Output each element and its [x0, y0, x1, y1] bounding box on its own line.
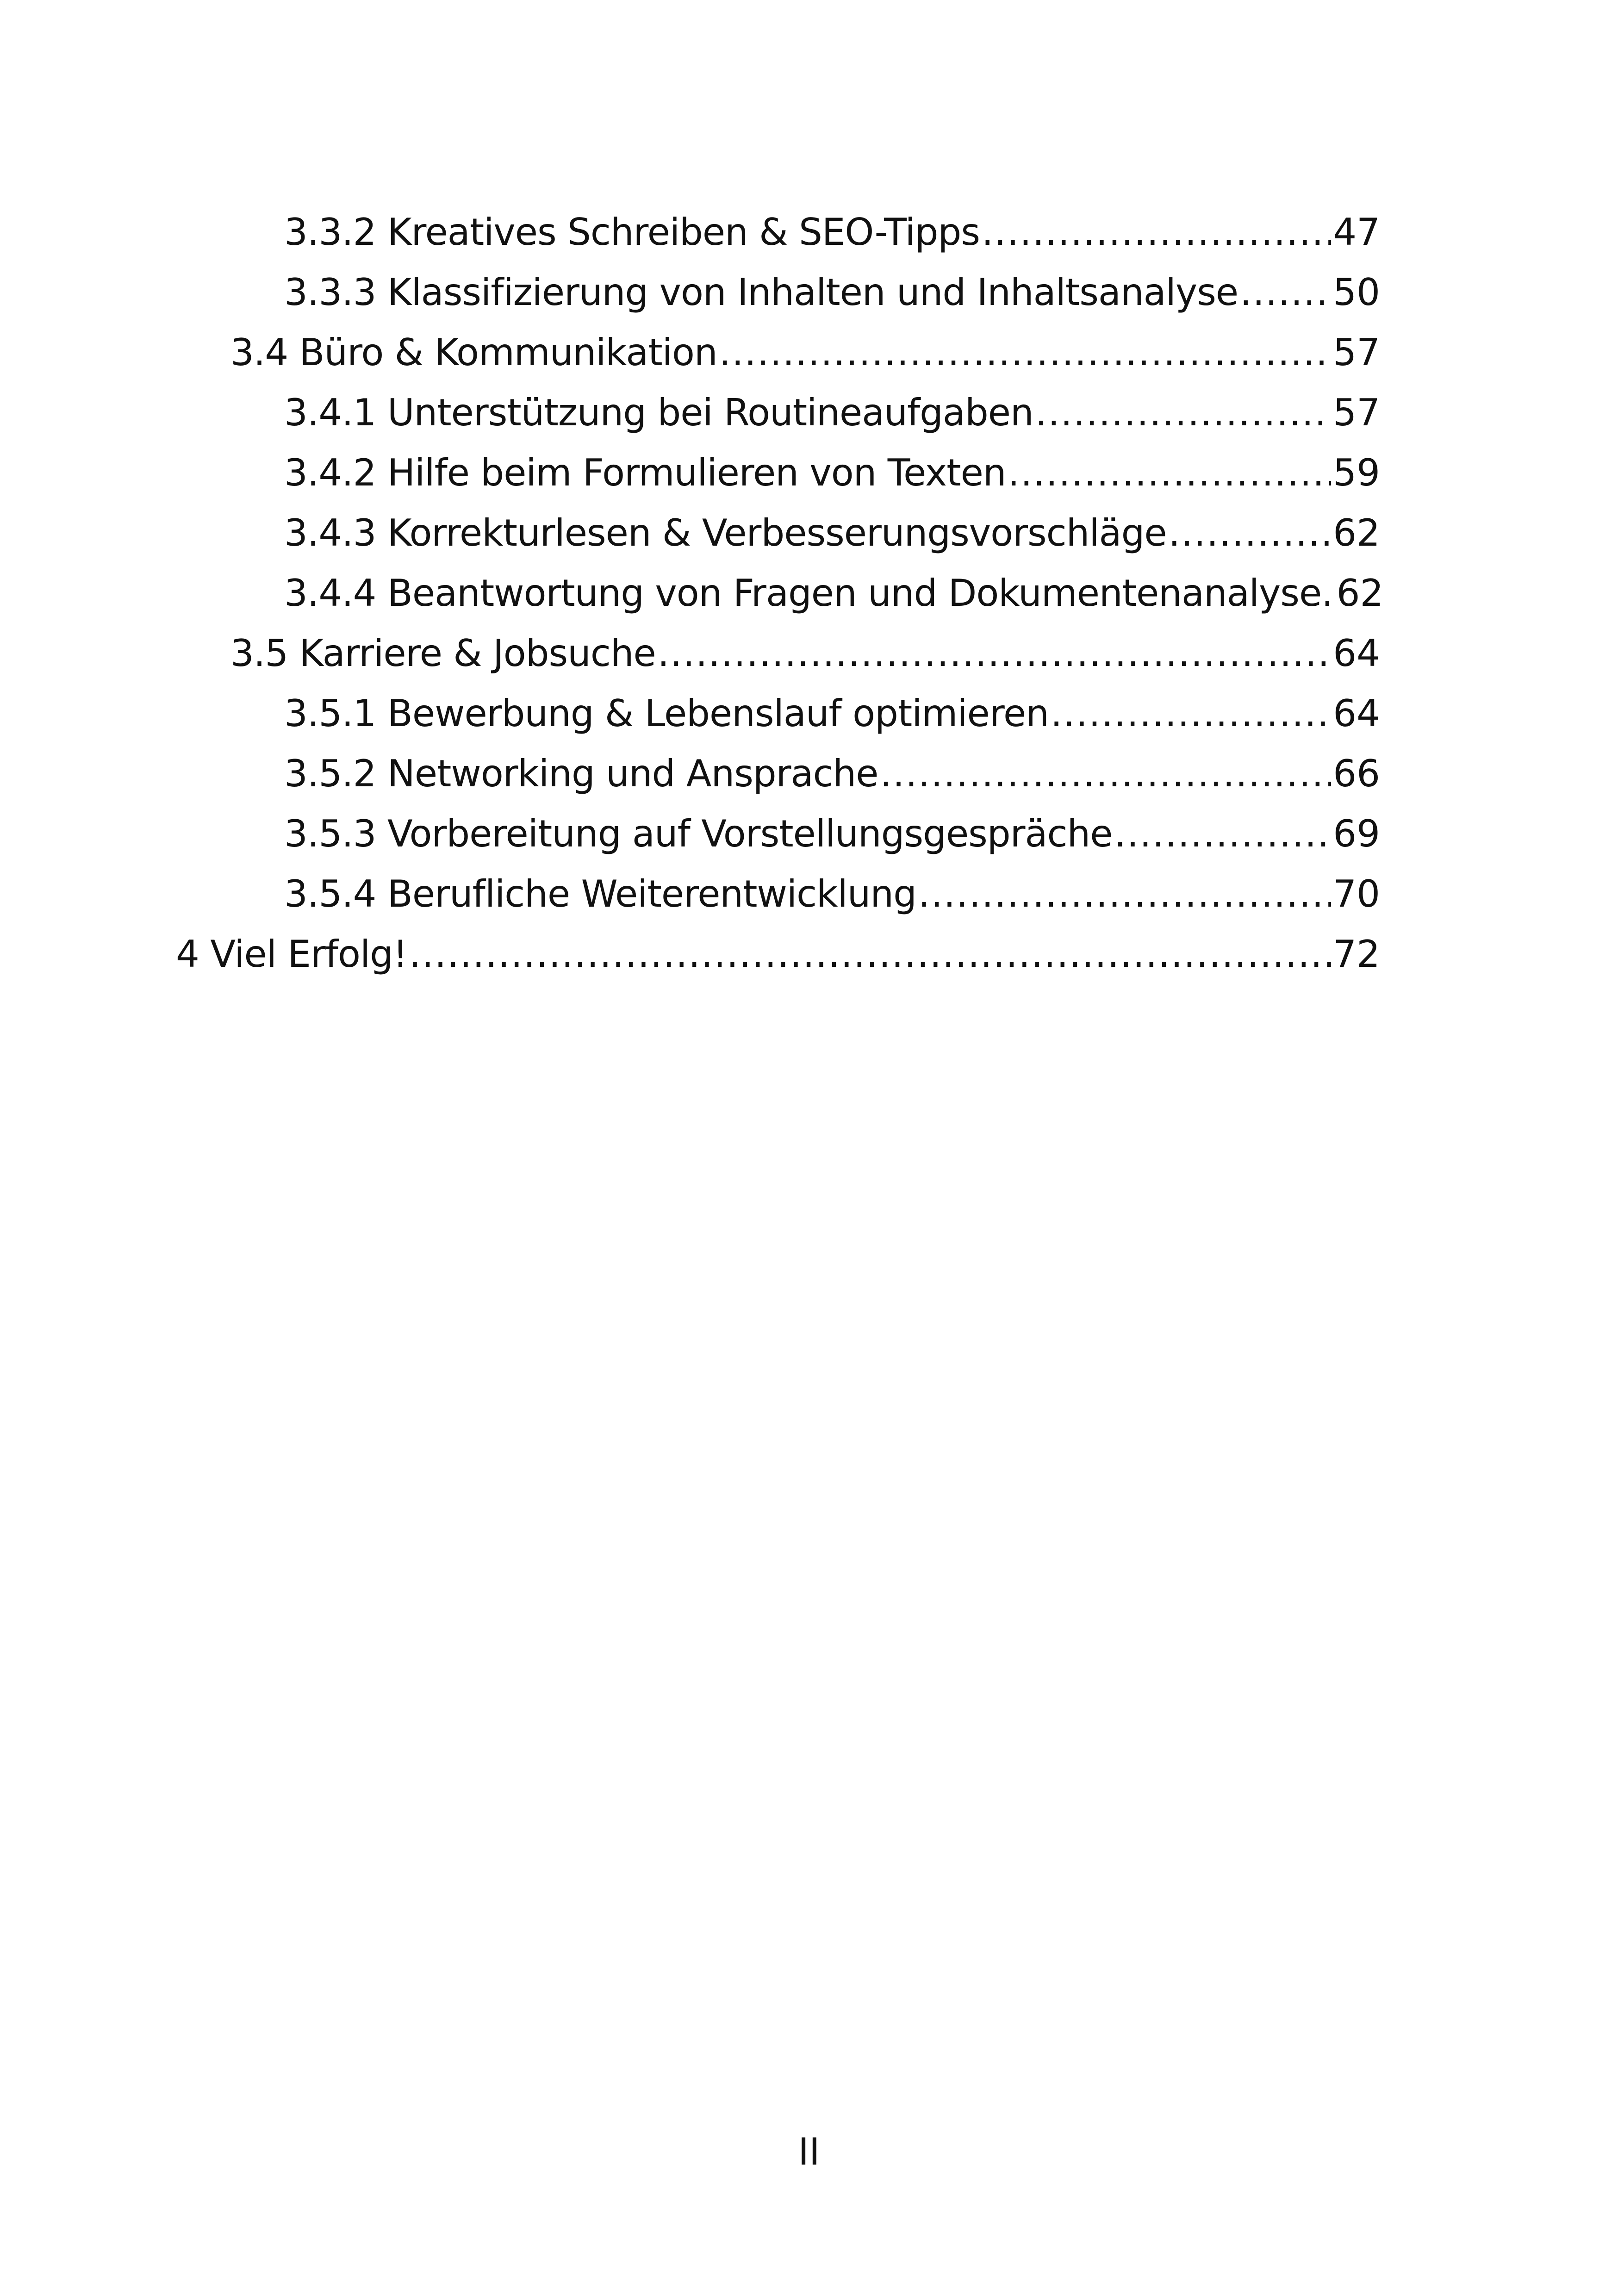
toc-dot-leader — [1008, 450, 1332, 496]
toc-entry-3-4-2[interactable] — [0, 450, 1618, 510]
toc-entry-3-5-3[interactable] — [0, 811, 1618, 871]
toc-dot-leader — [880, 751, 1331, 797]
toc-entry-3-5-1[interactable] — [0, 691, 1618, 751]
toc-entry-title: 3.4.1 Unterstützung bei Routineaufgaben — [284, 391, 1033, 434]
toc-entry-page: 66 — [1333, 752, 1380, 795]
toc-entry-3-3-3[interactable] — [0, 269, 1618, 330]
toc-dot-leader — [1035, 390, 1332, 436]
toc-dot-leader — [1114, 811, 1331, 857]
toc-entry-3-5-4[interactable] — [0, 871, 1618, 931]
toc-entry-3-4-4[interactable] — [0, 570, 1618, 630]
toc-entry-title: 3.4.4 Beantwortung von Fragen und Dokumentenanalyse. — [284, 572, 1333, 615]
toc-dot-leader — [982, 209, 1331, 255]
toc-entry-page: 64 — [1333, 692, 1380, 735]
toc-entry-title: 3.5.1 Bewerbung & Lebenslauf optimieren — [284, 692, 1049, 735]
toc-dot-leader — [719, 330, 1332, 376]
toc-entry-title: 3.4 Büro & Kommunikation — [230, 331, 717, 374]
toc-dot-leader — [918, 871, 1331, 917]
toc-entry-3-3-2[interactable] — [0, 209, 1618, 269]
page-number: II — [798, 2130, 820, 2173]
toc-entry-page: 69 — [1333, 812, 1380, 855]
toc-entry-title: 3.3.3 Klassifizierung von Inhalten und Inhaltsanalyse — [284, 271, 1238, 314]
toc-entry-title: 3.5.2 Networking und Ansprache — [284, 752, 878, 795]
toc-entry-title: 3.4.3 Korrekturlesen & Verbesserungsvorschläge — [284, 511, 1167, 554]
toc-entry-page: 62 — [1336, 572, 1384, 615]
toc-entry-title: 3.5.4 Berufliche Weiterentwicklung — [284, 872, 916, 915]
toc-dot-leader — [1051, 691, 1331, 737]
toc-entry-page: 70 — [1333, 872, 1380, 915]
toc-entry-page: 47 — [1333, 211, 1380, 254]
toc-entry-4[interactable] — [0, 931, 1618, 991]
toc-dot-leader — [1240, 269, 1331, 316]
toc-entry-title: 4 Viel Erfolg! — [176, 933, 408, 976]
toc-entry-page: 64 — [1333, 632, 1380, 675]
toc-dot-leader — [658, 630, 1331, 677]
toc-entry-title: 3.5.3 Vorbereitung auf Vorstellungsgespräche — [284, 812, 1113, 855]
toc-entry-title: 3.3.2 Kreatives Schreiben & SEO-Tipps — [284, 211, 980, 254]
toc-entry-page: 72 — [1333, 933, 1380, 976]
toc-entry-title: 3.4.2 Hilfe beim Formulieren von Texten — [284, 451, 1006, 494]
toc-entry-3-4-1[interactable] — [0, 390, 1618, 450]
toc-entry-page: 62 — [1333, 511, 1380, 554]
toc-entry-page: 57 — [1333, 391, 1380, 434]
toc-dot-leader — [409, 931, 1331, 977]
toc-entry-3-5-2[interactable] — [0, 751, 1618, 811]
toc-entry-page: 57 — [1333, 331, 1380, 374]
toc-entry-title: 3.5 Karriere & Jobsuche — [230, 632, 656, 675]
toc-entry-3-4-3[interactable] — [0, 510, 1618, 570]
toc-entry-page: 50 — [1333, 271, 1380, 314]
toc-entry-3-5[interactable] — [0, 630, 1618, 691]
toc-entry-page: 59 — [1333, 451, 1380, 494]
toc-dot-leader — [1169, 510, 1332, 556]
toc-entry-3-4[interactable] — [0, 330, 1618, 390]
table-of-contents — [0, 209, 1618, 991]
